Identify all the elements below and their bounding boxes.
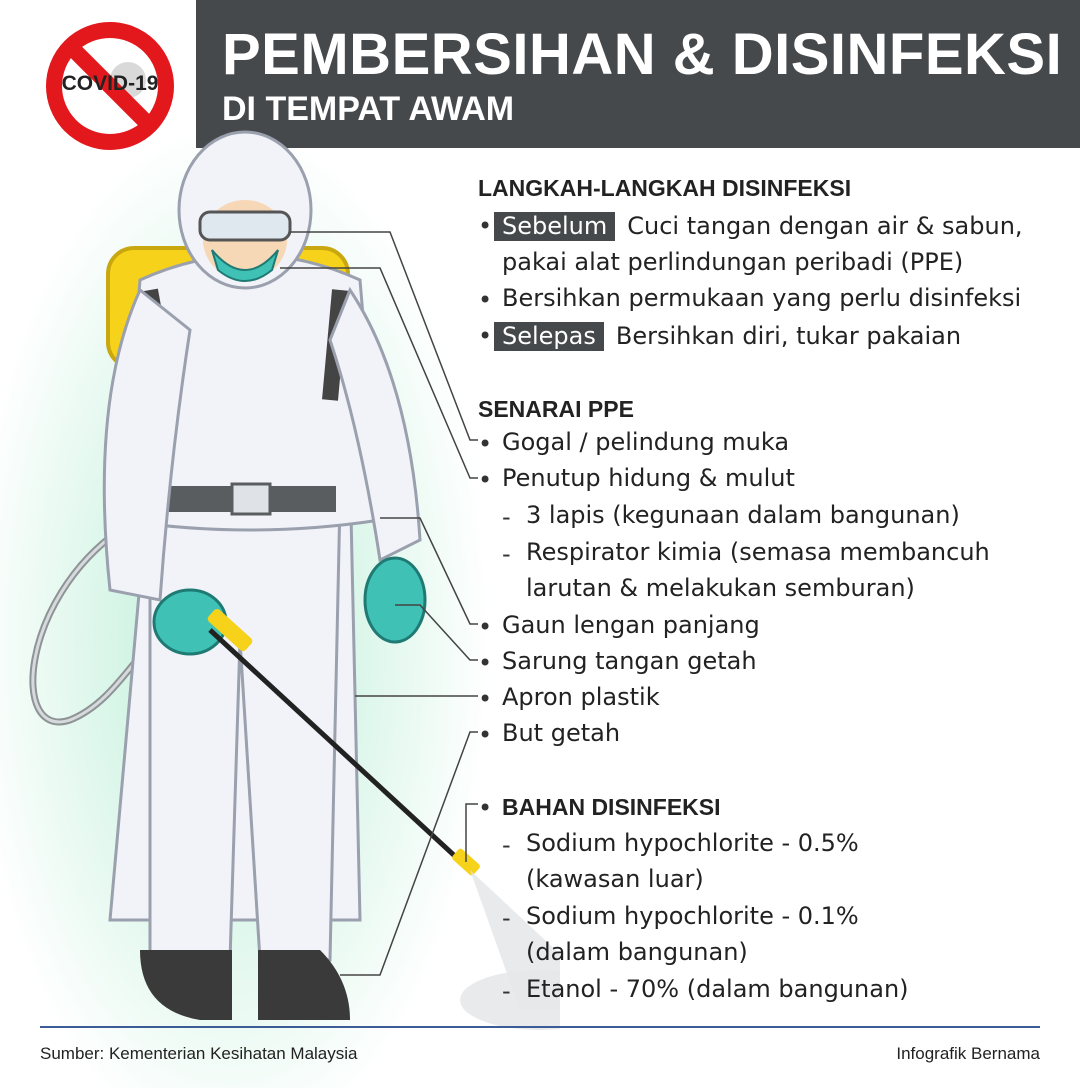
disinfectant-item-indoor: Sodium hypochlorite - 0.1% [526,902,859,930]
ppe-item-apron: Apron plastik [502,683,660,711]
bullet-icon: • [478,794,493,822]
bullet-icon: • [478,613,493,641]
steps-heading: LANGKAH-LANGKAH DISINFEKSI [478,175,852,201]
step-before [494,212,1023,241]
dash-icon: - [502,831,511,859]
ppe-item-mask: Penutup hidung & mulut [502,464,795,492]
dash-icon: - [502,540,511,568]
bullet-icon: • [478,721,493,749]
ppe-item-boots: But getah [502,719,621,747]
ppe-subitem-respirator-cont: larutan & melakukan semburan) [526,574,915,602]
page-subtitle: DI TEMPAT AWAM [222,90,515,128]
step-tag-before: Sebelum [494,212,615,241]
bullet-icon: • [478,430,493,458]
disinfectant-heading: BAHAN DISINFEKSI [502,794,721,820]
step-before-text: Cuci tangan dengan air & sabun, [627,212,1023,240]
disinfectant-item-outdoor: Sodium hypochlorite - 0.5% [526,829,859,857]
footer-divider [40,1026,1040,1028]
ppe-subitem-respirator: Respirator kimia (semasa membancuh [526,538,990,566]
ppe-heading: SENARAI PPE [478,396,634,422]
badge-label: COVID-19 [61,72,159,95]
dash-icon: - [502,503,511,531]
bullet-icon: • [478,212,493,240]
bullet-icon: • [478,286,493,314]
step-after [494,322,961,351]
ppe-worker-illustration [0,130,560,1030]
step-after-text: Bersihkan diri, tukar pakaian [615,322,962,350]
dash-icon: - [502,904,511,932]
disinfectant-item-indoor-note: (dalam bangunan) [526,938,748,966]
publisher-credit: Infografik Bernama [896,1044,1040,1063]
step-before-continuation: pakai alat perlindungan peribadi (PPE) [502,248,964,276]
bullet-icon: • [478,466,493,494]
bullet-icon: • [478,649,493,677]
dash-icon: - [502,977,511,1005]
ppe-item-gown: Gaun lengan panjang [502,611,760,639]
page-title: PEMBERSIHAN & DISINFEKSI [222,22,1063,87]
bullet-icon: • [478,322,493,350]
header-bar [196,0,1080,148]
ppe-item-goggles: Gogal / pelindung muka [502,428,790,456]
disinfectant-item-ethanol: Etanol - 70% (dalam bangunan) [526,975,909,1003]
step-tag-after: Selepas [494,322,604,351]
bullet-icon: • [478,685,493,713]
ppe-subitem-3-layer: 3 lapis (kegunaan dalam bangunan) [526,501,960,529]
ppe-item-gloves: Sarung tangan getah [502,647,757,675]
disinfectant-item-outdoor-note: (kawasan luar) [526,865,704,893]
source-credit: Sumber: Kementerian Kesihatan Malaysia [40,1044,358,1063]
step-clean: Bersihkan permukaan yang perlu disinfeksi [502,284,1022,312]
